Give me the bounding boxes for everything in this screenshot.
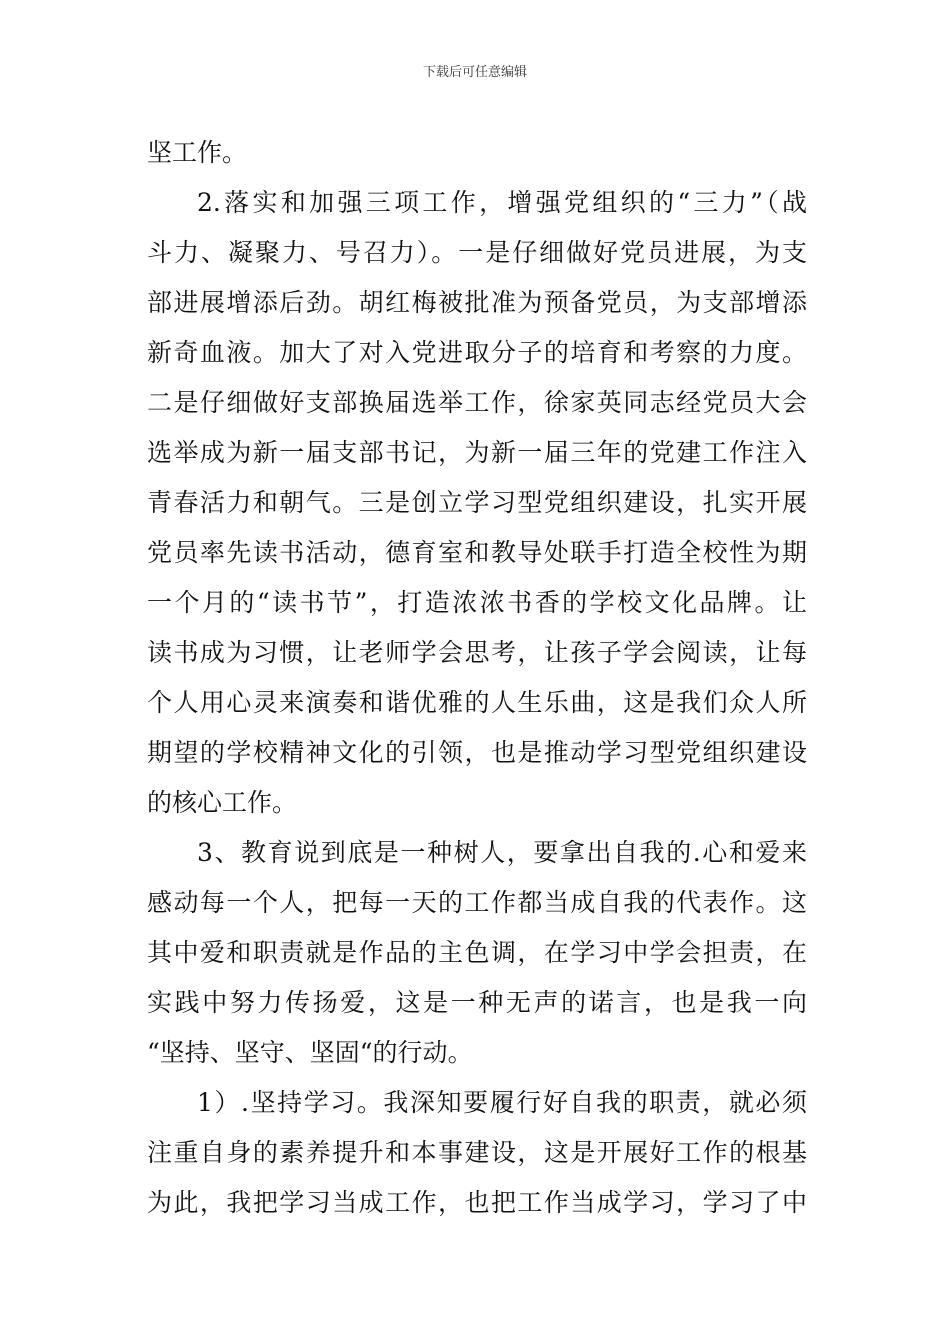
text-line: 2.落实和加强三项工作，增强党组织的“三力”（战: [197, 188, 807, 217]
text-line: 党员率先读书活动，德育室和教导处联手打造全校性为期: [147, 538, 807, 567]
text-line: 新奇血液。加大了对入党进取分子的培育和考察的力度。: [147, 338, 807, 367]
paragraph: [147, 178, 807, 828]
text-line: 感动每一个人，把每一天的工作都当成自我的代表作。这: [147, 888, 807, 917]
text-line: 选举成为新一届支部书记，为新一届三年的党建工作注入: [147, 438, 807, 467]
text-line: 实践中努力传扬爱，这是一种无声的诺言，也是我一向: [147, 988, 807, 1017]
text-line: 注重自身的素养提升和本事建设，这是开展好工作的根基: [147, 1138, 807, 1167]
page-header: 下载后可任意编辑: [422, 65, 527, 80]
text-line: 为此，我把学习当成工作，也把工作当成学习，学习了中: [147, 1188, 807, 1217]
text-line: 斗力、凝聚力、号召力）。一是仔细做好党员进展，为支: [147, 238, 807, 267]
paragraph: [147, 128, 807, 178]
text-line: 部进展增添后劲。胡红梅被批准为预备党员，为支部增添: [147, 288, 807, 317]
text-line: 个人用心灵来演奏和谐优雅的人生乐曲，这是我们众人所: [147, 688, 807, 717]
paragraph: [147, 828, 807, 1078]
text-line: 青春活力和朝气。三是创立学习型党组织建设，扎实开展: [147, 488, 807, 517]
text-line: 读书成为习惯，让老师学会思考，让孩子学会阅读，让每: [147, 638, 807, 667]
paragraph: [147, 1078, 807, 1228]
text-line: 的核心工作。: [147, 788, 298, 817]
text-line: 二是仔细做好支部换届选举工作，徐家英同志经党员大会: [147, 388, 807, 417]
document-body: [147, 128, 807, 1228]
text-line: 3、教育说到底是一种树人，要拿出自我的.心和爱来: [197, 838, 807, 867]
text-line: 1）.坚持学习。我深知要履行好自我的职责，就必须: [197, 1088, 807, 1117]
text-line: 其中爱和职责就是作品的主色调，在学习中学会担责，在: [147, 938, 807, 967]
text-line: 一个月的“读书节”，打造浓浓书香的学校文化品牌。让: [147, 588, 807, 617]
text-line: 坚工作。: [147, 138, 248, 167]
text-line: 期望的学校精神文化的引领，也是推动学习型党组织建设: [147, 738, 807, 767]
text-line: “坚持、坚守、坚固“的行动。: [147, 1038, 473, 1067]
